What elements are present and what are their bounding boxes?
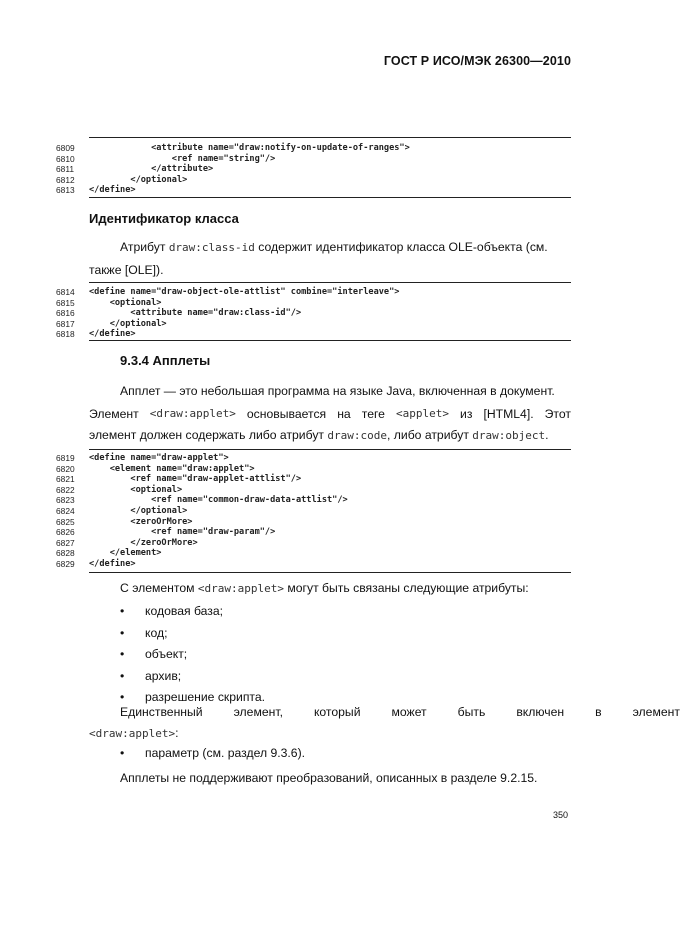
paragraph-word: в [595,705,602,719]
code-rule-top [89,449,571,450]
code-text: <ref name="common-draw-data-attlist"/> [89,495,348,506]
code-text: </optional> [89,505,188,516]
code-line [56,329,576,340]
code-line [56,319,576,330]
line-number: 6827 [56,537,75,548]
line-number: 6826 [56,527,75,538]
section-heading: 9.3.4 Апплеты [120,353,211,368]
paragraph-word: может [391,705,427,719]
line-number: 6820 [56,463,75,474]
paragraph-word: элемент, [233,705,283,719]
page-number: 350 [553,810,569,820]
section-heading: Идентификатор класса [89,211,239,226]
paragraph-word: Элемент [89,407,139,421]
paragraph-word: быть [457,705,486,719]
code-line [56,308,576,319]
paragraph-text: содержит идентификатор класса OLE-объекта (см. [254,240,548,254]
code-line [56,287,576,298]
paragraph: Апплет — это небольшая программа на языке Java, включенная в документ. [120,384,555,398]
code-line [56,506,576,517]
paragraph-word: который [313,705,361,719]
line-number: 6809 [56,143,75,153]
bullet-icon: • [120,668,125,683]
line-number: 6812 [56,174,75,185]
code-line [56,517,576,528]
paragraph-text: Атрибут [120,240,169,254]
paragraph-word: на [337,407,351,421]
bullet-text: разрешение скрипта. [145,690,266,704]
code-text: </optional> [89,174,188,185]
inline-code: draw:class-id [168,241,255,254]
line-number: 6818 [56,329,75,340]
code-line [56,185,576,196]
code-text: <optional> [89,484,183,495]
paragraph-word: теге [361,407,385,421]
bullet-text: код; [145,625,168,640]
paragraph-word: [HTML4]. [483,407,534,421]
code-text: </define> [89,558,136,569]
line-number: 6815 [56,297,75,308]
inline-code: draw:object [472,429,546,442]
code-text: </define> [89,185,136,196]
paragraph-word: из [460,407,473,421]
line-number: 6819 [56,453,75,463]
code-rule-top [89,282,571,283]
line-number: 6829 [56,558,75,569]
line-number: 6822 [56,484,75,495]
paragraph-word: элемент [632,705,680,719]
bullet-text: параметр (см. раздел 9.3.6). [145,746,306,760]
code-block [56,287,576,340]
code-text: <define name="draw-applet"> [89,453,229,463]
paragraph-text: , либо атрибут [387,428,473,442]
line-number: 6824 [56,505,75,516]
code-line [56,559,576,570]
paragraph-continuation: также [OLE]). [89,263,164,277]
code-text: <ref name="string"/> [89,153,276,164]
paragraph-text: элемент должен содержать либо атрибут [89,428,328,442]
code-line [56,464,576,475]
code-line [56,175,576,186]
code-rule-top [89,137,571,138]
line-number: 6816 [56,308,75,319]
code-text: <define name="draw-object-ole-attlist" combine="interleave"> [89,287,400,297]
line-number: 6823 [56,495,75,506]
bullet-text: кодовая база; [145,604,224,618]
inline-code: <draw:applet> [89,727,176,740]
bullet-text: объект; [145,647,188,661]
code-text: </optional> [89,318,167,329]
code-line [56,143,576,154]
document-header: ГОСТ Р ИСО/МЭК 26300—2010 [383,54,571,68]
code-line [56,495,576,506]
bullet-icon: • [120,625,125,640]
code-text: <optional> [89,297,162,308]
paragraph-text: . [545,428,549,442]
paragraph-text: С элементом [120,581,198,595]
bullet-icon: • [120,604,125,618]
code-text: </attribute> [89,164,214,175]
paragraph-word: Этот [544,407,571,421]
code-text: <attribute name="draw:notify-on-update-of-ranges"> [89,143,410,153]
code-line [56,298,576,309]
bullet-icon: • [120,746,125,760]
bullet-icon: • [120,647,125,661]
code-text: <ref name="draw-applet-attlist"/> [89,474,302,485]
paragraph-text: могут быть связаны следующие атрибуты: [284,581,529,595]
paragraph-continuation [89,722,571,745]
bullet-text: архив; [145,668,182,683]
paragraph-word: основывается [246,407,327,421]
code-line [56,453,576,464]
inline-code: <draw:applet> [197,582,284,595]
line-number: 6814 [56,287,75,297]
code-text: </define> [89,329,136,340]
code-block [56,453,576,570]
paragraph [89,236,571,259]
code-text: </zeroOrMore> [89,537,198,548]
code-rule-bottom [89,340,571,341]
bullet-icon: • [120,690,125,704]
code-text: <zeroOrMore> [89,516,193,527]
code-text: </element> [89,548,162,559]
code-line [56,485,576,496]
code-line [56,538,576,549]
code-block [56,143,576,196]
paragraph-word: включен [516,705,565,719]
code-text: <element name="draw:applet"> [89,463,255,474]
line-number: 6813 [56,185,75,196]
code-line [56,164,576,175]
paragraph [89,701,680,723]
inline-code: draw:code [327,429,387,442]
paragraph: Апплеты не поддерживают преобразований, описанных в разделе 9.2.15. [120,771,538,785]
inline-code: <applet> [396,407,449,420]
line-number: 6817 [56,318,75,329]
code-text: <ref name="draw-param"/> [89,527,276,538]
code-line [56,154,576,165]
code-rule-bottom [89,197,571,198]
paragraph [89,424,571,447]
line-number: 6821 [56,474,75,485]
paragraph-text: : [175,726,179,740]
code-rule-bottom [89,572,571,573]
line-number: 6811 [56,164,75,175]
paragraph [89,403,571,425]
code-line [56,548,576,559]
line-number: 6828 [56,548,75,559]
paragraph [89,577,571,600]
line-number: 6810 [56,153,75,164]
code-line [56,474,576,485]
code-line [56,527,576,538]
code-text: <attribute name="draw:class-id"/> [89,308,302,319]
inline-code: <draw:applet> [149,407,236,420]
paragraph-word: Единственный [120,705,203,719]
line-number: 6825 [56,516,75,527]
